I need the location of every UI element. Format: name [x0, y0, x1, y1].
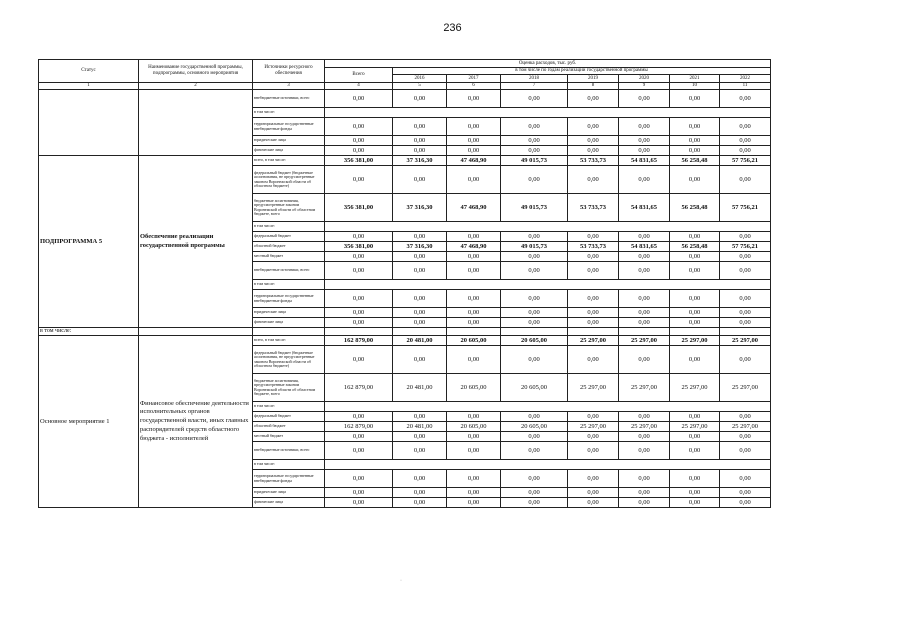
value-cell: 53 733,73: [568, 156, 619, 166]
value-cell: 0,00: [568, 432, 619, 442]
value-cell: 0,00: [325, 412, 393, 422]
value-cell: 25 297,00: [670, 336, 720, 346]
expenditure-table: [38, 59, 771, 508]
value-cell: 0,00: [393, 166, 447, 194]
value-cell: 0,00: [393, 118, 447, 136]
value-cell: 356 381,00: [325, 194, 393, 222]
value-cell: 0,00: [568, 488, 619, 498]
value-cell: 25 297,00: [720, 422, 771, 432]
value-cell: 0,00: [501, 232, 568, 242]
value-cell: 0,00: [501, 262, 568, 280]
value-cell: 0,00: [720, 318, 771, 328]
value-cell: 0,00: [501, 90, 568, 108]
measure-name: Финансовое обеспечение деятельности исполнительных органов государственной власти, иных главных распорядителей средств областного бюджета - исполнителей: [139, 336, 253, 508]
value-cell: 162 879,00: [325, 374, 393, 402]
value-cell: 0,00: [325, 470, 393, 488]
value-cell: 0,00: [501, 166, 568, 194]
header-total: Всего: [325, 68, 393, 83]
value-cell: 0,00: [501, 252, 568, 262]
source-label: внебюджетные источники, всего: [253, 442, 325, 460]
value-cell: 0,00: [447, 318, 501, 328]
source-label: территориальные государственные внебюджетные фонды: [253, 118, 325, 136]
value-cell: 0,00: [393, 136, 447, 146]
source-label: местный бюджет: [253, 432, 325, 442]
header-year: 2020: [619, 75, 670, 83]
value-cell: 25 297,00: [670, 374, 720, 402]
column-number: 4: [325, 83, 393, 90]
value-cell: 0,00: [447, 498, 501, 508]
value-cell: 0,00: [393, 432, 447, 442]
value-cell: 0,00: [670, 146, 720, 156]
value-cell: 0,00: [501, 498, 568, 508]
value-cell: 56 258,48: [670, 156, 720, 166]
value-cell: 356 381,00: [325, 242, 393, 252]
value-cell: 0,00: [325, 498, 393, 508]
value-cell: 0,00: [325, 442, 393, 460]
value-cell: 0,00: [720, 442, 771, 460]
column-number: 7: [501, 83, 568, 90]
value-cell: 0,00: [670, 262, 720, 280]
value-cell: 0,00: [568, 118, 619, 136]
value-cell: 0,00: [393, 346, 447, 374]
empty-value-cell: [325, 108, 771, 118]
value-cell: 0,00: [619, 90, 670, 108]
empty-cell: [501, 328, 568, 336]
value-cell: 0,00: [619, 470, 670, 488]
value-cell: 47 468,90: [447, 242, 501, 252]
value-cell: 0,00: [568, 146, 619, 156]
value-cell: 0,00: [393, 146, 447, 156]
value-cell: 0,00: [568, 498, 619, 508]
source-label: юридические лица: [253, 488, 325, 498]
value-cell: 0,00: [325, 146, 393, 156]
value-cell: 0,00: [619, 118, 670, 136]
value-cell: 0,00: [393, 318, 447, 328]
value-cell: 0,00: [568, 90, 619, 108]
value-cell: 0,00: [325, 232, 393, 242]
value-cell: 0,00: [325, 432, 393, 442]
value-cell: 0,00: [619, 308, 670, 318]
empty-cell: [139, 328, 253, 336]
value-cell: 356 381,00: [325, 156, 393, 166]
empty-name-cell: [139, 90, 253, 156]
table-row: [39, 90, 771, 108]
source-label: территориальные государственные внебюджетные фонды: [253, 290, 325, 308]
value-cell: 54 831,65: [619, 194, 670, 222]
value-cell: 0,00: [619, 498, 670, 508]
value-cell: 162 879,00: [325, 336, 393, 346]
value-cell: 0,00: [501, 412, 568, 422]
value-cell: 0,00: [325, 290, 393, 308]
value-cell: 0,00: [325, 136, 393, 146]
value-cell: 0,00: [619, 412, 670, 422]
value-cell: 0,00: [568, 470, 619, 488]
header-status: Статус: [39, 60, 139, 83]
source-label: федеральный бюджет: [253, 232, 325, 242]
value-cell: 53 733,73: [568, 194, 619, 222]
value-cell: 0,00: [720, 166, 771, 194]
column-number: 5: [393, 83, 447, 90]
value-cell: 0,00: [325, 346, 393, 374]
value-cell: 0,00: [670, 90, 720, 108]
value-cell: 54 831,65: [619, 242, 670, 252]
value-cell: 20 481,00: [393, 422, 447, 432]
value-cell: 0,00: [447, 432, 501, 442]
value-cell: 57 756,21: [720, 242, 771, 252]
value-cell: 25 297,00: [568, 336, 619, 346]
measure-status: Основное мероприятие 1: [39, 336, 139, 508]
empty-status-cell: [39, 90, 139, 156]
value-cell: 0,00: [720, 412, 771, 422]
source-label: территориальные государственные внебюджетные фонды: [253, 470, 325, 488]
column-number: 6: [447, 83, 501, 90]
empty-cell: [619, 328, 670, 336]
value-cell: 37 316,30: [393, 194, 447, 222]
table-row: [39, 336, 771, 346]
value-cell: 0,00: [325, 308, 393, 318]
value-cell: 0,00: [393, 252, 447, 262]
value-cell: 0,00: [393, 290, 447, 308]
value-cell: 0,00: [619, 488, 670, 498]
value-cell: 0,00: [568, 290, 619, 308]
value-cell: 0,00: [325, 118, 393, 136]
value-cell: 0,00: [501, 118, 568, 136]
value-cell: 0,00: [720, 308, 771, 318]
column-number: 8: [568, 83, 619, 90]
value-cell: 0,00: [670, 118, 720, 136]
value-cell: 0,00: [670, 308, 720, 318]
value-cell: 53 733,73: [568, 242, 619, 252]
header-estimate: Оценка расходов, тыс. руб.: [325, 60, 771, 68]
value-cell: 0,00: [393, 488, 447, 498]
column-number: 1: [39, 83, 139, 90]
value-cell: 20 605,00: [447, 374, 501, 402]
value-cell: 0,00: [393, 232, 447, 242]
value-cell: 0,00: [447, 488, 501, 498]
value-cell: 0,00: [670, 498, 720, 508]
source-label: всего, в том числе:: [253, 336, 325, 346]
value-cell: 0,00: [619, 442, 670, 460]
page-number: 236: [443, 22, 462, 34]
value-cell: 49 015,73: [501, 156, 568, 166]
value-cell: 0,00: [568, 232, 619, 242]
value-cell: 47 468,90: [447, 194, 501, 222]
value-cell: 0,00: [447, 412, 501, 422]
table-row: [39, 328, 771, 336]
value-cell: 57 756,21: [720, 194, 771, 222]
value-cell: 0,00: [393, 412, 447, 422]
source-label: федеральный бюджет (бюджетные ассигнования, не предусмотренные законом Воронежской области об областном бюджете): [253, 346, 325, 374]
value-cell: 25 297,00: [619, 374, 670, 402]
value-cell: 0,00: [501, 470, 568, 488]
value-cell: 0,00: [501, 290, 568, 308]
source-label: местный бюджет: [253, 252, 325, 262]
value-cell: 56 258,48: [670, 194, 720, 222]
value-cell: 20 605,00: [501, 374, 568, 402]
source-label: федеральный бюджет: [253, 412, 325, 422]
header-source: Источники ресурсного обеспечения: [253, 60, 325, 83]
value-cell: 0,00: [568, 252, 619, 262]
value-cell: 0,00: [568, 136, 619, 146]
value-cell: 0,00: [447, 118, 501, 136]
column-number: 10: [670, 83, 720, 90]
value-cell: 0,00: [619, 166, 670, 194]
header-year: 2018: [501, 75, 568, 83]
source-label: внебюджетные источники, всего: [253, 90, 325, 108]
value-cell: 0,00: [619, 290, 670, 308]
source-label: в том числе:: [253, 108, 325, 118]
empty-cell: [393, 328, 447, 336]
value-cell: 0,00: [720, 346, 771, 374]
value-cell: 0,00: [447, 252, 501, 262]
value-cell: 0,00: [568, 412, 619, 422]
value-cell: 0,00: [720, 90, 771, 108]
value-cell: 20 481,00: [393, 374, 447, 402]
value-cell: 0,00: [501, 346, 568, 374]
value-cell: 0,00: [720, 262, 771, 280]
source-label: бюджетные ассигнования, предусмотренные законом Воронежской области об областном бюджете, всего: [253, 194, 325, 222]
value-cell: 0,00: [619, 262, 670, 280]
source-label: бюджетные ассигнования, предусмотренные законом Воронежской области об областном бюджете, всего: [253, 374, 325, 402]
in-that-number-label: в том числе:: [39, 328, 139, 336]
value-cell: 0,00: [720, 232, 771, 242]
value-cell: 0,00: [325, 318, 393, 328]
source-label: всего, в том числе:: [253, 156, 325, 166]
value-cell: 0,00: [325, 166, 393, 194]
source-label: в том числе:: [253, 280, 325, 290]
source-label: в том числе:: [253, 402, 325, 412]
value-cell: 0,00: [619, 146, 670, 156]
value-cell: 0,00: [720, 488, 771, 498]
source-label: в том числе:: [253, 222, 325, 232]
value-cell: 25 297,00: [568, 374, 619, 402]
empty-cell: [253, 328, 325, 336]
value-cell: 0,00: [670, 470, 720, 488]
value-cell: 162 879,00: [325, 422, 393, 432]
value-cell: 0,00: [670, 488, 720, 498]
source-label: физические лица: [253, 318, 325, 328]
value-cell: 20 481,00: [393, 336, 447, 346]
value-cell: 0,00: [720, 252, 771, 262]
value-cell: 25 297,00: [568, 422, 619, 432]
value-cell: 0,00: [670, 166, 720, 194]
empty-value-cell: [325, 280, 771, 290]
value-cell: 0,00: [447, 136, 501, 146]
column-number: 9: [619, 83, 670, 90]
source-label: юридические лица: [253, 308, 325, 318]
table-row: [39, 156, 771, 166]
source-label: федеральный бюджет (бюджетные ассигнования, не предусмотренные законом Воронежской области об областном бюджете): [253, 166, 325, 194]
value-cell: 0,00: [670, 346, 720, 374]
value-cell: 25 297,00: [670, 422, 720, 432]
value-cell: 20 605,00: [447, 336, 501, 346]
value-cell: 0,00: [568, 346, 619, 374]
value-cell: 0,00: [325, 262, 393, 280]
value-cell: 0,00: [447, 262, 501, 280]
value-cell: 0,00: [393, 262, 447, 280]
header-year: 2021: [670, 75, 720, 83]
value-cell: 20 605,00: [501, 422, 568, 432]
value-cell: 0,00: [325, 252, 393, 262]
value-cell: 0,00: [670, 432, 720, 442]
value-cell: 0,00: [670, 232, 720, 242]
value-cell: 37 316,30: [393, 242, 447, 252]
value-cell: 0,00: [393, 470, 447, 488]
value-cell: 37 316,30: [393, 156, 447, 166]
value-cell: 0,00: [393, 308, 447, 318]
value-cell: 0,00: [501, 146, 568, 156]
value-cell: 0,00: [670, 412, 720, 422]
value-cell: 0,00: [393, 442, 447, 460]
value-cell: 20 605,00: [447, 422, 501, 432]
source-label: физические лица: [253, 498, 325, 508]
value-cell: 0,00: [670, 442, 720, 460]
empty-value-cell: [325, 460, 771, 470]
source-label: физические лица: [253, 146, 325, 156]
empty-value-cell: [325, 222, 771, 232]
subprogram-name: Обеспечение реализации государственной программы: [139, 156, 253, 328]
empty-cell: [325, 328, 393, 336]
source-label: в том числе:: [253, 460, 325, 470]
column-number: 3: [253, 83, 325, 90]
subprogram-status: ПОДПРОГРАММА 5: [39, 156, 139, 328]
value-cell: 0,00: [720, 118, 771, 136]
value-cell: 0,00: [619, 232, 670, 242]
value-cell: 0,00: [670, 136, 720, 146]
empty-value-cell: [325, 402, 771, 412]
value-cell: 0,00: [619, 346, 670, 374]
value-cell: 49 015,73: [501, 242, 568, 252]
value-cell: 0,00: [325, 488, 393, 498]
value-cell: 54 831,65: [619, 156, 670, 166]
value-cell: 0,00: [670, 252, 720, 262]
value-cell: 0,00: [447, 232, 501, 242]
header-year: 2016: [393, 75, 447, 83]
value-cell: 0,00: [501, 318, 568, 328]
value-cell: 0,00: [393, 498, 447, 508]
header-year: 2022: [720, 75, 771, 83]
value-cell: 0,00: [447, 308, 501, 318]
value-cell: 0,00: [720, 432, 771, 442]
empty-cell: [720, 328, 771, 336]
header-name: Наименование государственной программы, подпрограммы, основного мероприятия: [139, 60, 253, 83]
value-cell: 25 297,00: [619, 336, 670, 346]
value-cell: 0,00: [720, 136, 771, 146]
value-cell: 0,00: [619, 252, 670, 262]
value-cell: 0,00: [720, 290, 771, 308]
value-cell: 20 605,00: [501, 336, 568, 346]
scan-mark: ·: [400, 578, 402, 584]
value-cell: 47 468,90: [447, 156, 501, 166]
value-cell: 25 297,00: [619, 422, 670, 432]
value-cell: 56 258,48: [670, 242, 720, 252]
value-cell: 49 015,73: [501, 194, 568, 222]
value-cell: 0,00: [447, 470, 501, 488]
value-cell: 0,00: [325, 90, 393, 108]
column-number: 11: [720, 83, 771, 90]
value-cell: 0,00: [619, 136, 670, 146]
value-cell: 0,00: [447, 290, 501, 308]
header-year: 2019: [568, 75, 619, 83]
value-cell: 0,00: [501, 432, 568, 442]
source-label: областной бюджет: [253, 242, 325, 252]
value-cell: 0,00: [501, 308, 568, 318]
source-label: внебюджетные источники, всего: [253, 262, 325, 280]
empty-cell: [568, 328, 619, 336]
value-cell: 0,00: [501, 488, 568, 498]
value-cell: 0,00: [720, 498, 771, 508]
value-cell: 0,00: [619, 318, 670, 328]
value-cell: 0,00: [720, 470, 771, 488]
value-cell: 0,00: [670, 290, 720, 308]
value-cell: 0,00: [447, 166, 501, 194]
empty-cell: [447, 328, 501, 336]
source-label: юридические лица: [253, 136, 325, 146]
value-cell: 0,00: [720, 146, 771, 156]
value-cell: 0,00: [501, 136, 568, 146]
value-cell: 0,00: [447, 90, 501, 108]
value-cell: 0,00: [393, 90, 447, 108]
value-cell: 0,00: [568, 318, 619, 328]
value-cell: 0,00: [447, 146, 501, 156]
header-year: 2017: [447, 75, 501, 83]
value-cell: 0,00: [447, 346, 501, 374]
value-cell: 25 297,00: [720, 336, 771, 346]
value-cell: 0,00: [501, 442, 568, 460]
value-cell: 0,00: [568, 262, 619, 280]
value-cell: 0,00: [670, 318, 720, 328]
column-number: 2: [139, 83, 253, 90]
value-cell: 0,00: [619, 432, 670, 442]
header-by-years: в том числе по годам реализации государственной программы: [393, 68, 771, 75]
value-cell: 0,00: [568, 442, 619, 460]
value-cell: 0,00: [568, 166, 619, 194]
value-cell: 0,00: [568, 308, 619, 318]
value-cell: 25 297,00: [720, 374, 771, 402]
source-label: областной бюджет: [253, 422, 325, 432]
value-cell: 0,00: [447, 442, 501, 460]
value-cell: 57 756,21: [720, 156, 771, 166]
empty-cell: [670, 328, 720, 336]
